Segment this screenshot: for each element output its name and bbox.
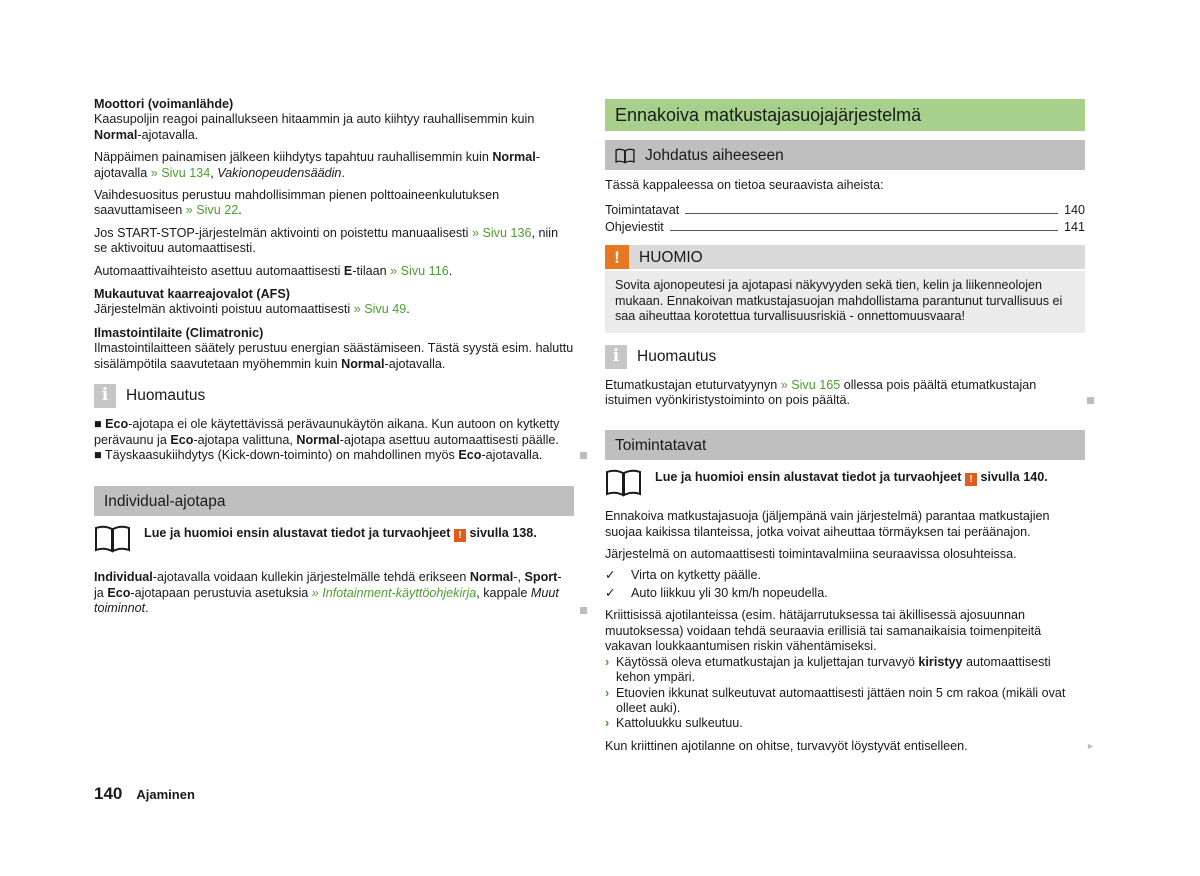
toimintatavat-paragraph-3: Kriittisissä ajotilanteissa (esim. hätäjarrutuksessa tai äkillisessä ajosuunnan muutoksessa) voidaan tehdä seuraavia erillisiä tai samanaikaisia toimenpiteitä vakavan loukkaantumisen riskin vähentämiseksi.: [605, 608, 1042, 654]
warning-title: HUOMIO: [639, 248, 703, 266]
toc-entry-ohjeviestit[interactable]: Ohjeviestit 141: [605, 220, 1085, 234]
list-item: ✓ Auto liikkuu yli 30 km/h nopeudella.: [605, 586, 828, 601]
paragraph-start-stop: Jos START-STOP-järjestelmän aktivointi on poistettu manuaalisesti » Sivu 136, niin se aktivoituu automaattisesti.: [94, 225, 559, 256]
list-item: › Kattoluukku sulkeutuu.: [605, 716, 743, 731]
warning-icon: !: [454, 529, 466, 542]
warning-heading: [605, 245, 1085, 269]
list-item: › Etuovien ikkunat sulkeutuvat automaattisesti jättäen noin 5 cm rakoa (mikäli ovat olleet auki).: [605, 685, 1066, 715]
intro-paragraph: Tässä kappaleessa on tietoa seuraavista aiheista:: [605, 178, 884, 192]
book-icon: [615, 148, 635, 164]
info-icon: i: [605, 345, 627, 369]
note-heading: [94, 384, 574, 408]
page-footer: [94, 786, 195, 802]
check-icon: ✓: [605, 567, 616, 582]
afs-block: Mukautuvat kaarreajovalot (AFS) Järjestelmän aktivointi poistuu automaattisesti » Sivu 49.: [94, 287, 410, 317]
end-marker: [580, 452, 587, 459]
note-title: Huomautus: [637, 347, 717, 365]
arrow-icon: ›: [605, 716, 610, 731]
link-page-116[interactable]: » Sivu 116: [390, 263, 449, 278]
afs-title: Mukautuvat kaarreajovalot (AFS): [94, 287, 290, 302]
individual-heading: Individual-ajotapa: [94, 486, 574, 516]
action-list: [605, 655, 1085, 732]
link-page-136[interactable]: » Sivu 136: [471, 225, 532, 240]
link-page-134[interactable]: » Sivu 134: [150, 165, 211, 180]
engine-title: Moottori (voimanlähde): [94, 97, 234, 111]
check-icon: ✓: [605, 586, 616, 601]
paragraph-gear-recommendation: Vaihdesuositus perustuu mahdollisimman pienen polttoaineenkulutuksen saavuttamiseen » Sivu 22.: [94, 188, 500, 218]
toimintatavat-paragraph-2: Järjestelmä on automaattisesti toimintavalmiina seuraavissa olosuhteissa.: [605, 547, 1017, 562]
safety-reference: Lue ja huomioi ensin alustavat tiedot ja turvaohjeet ! sivulla 140.: [605, 469, 1085, 497]
link-page-22[interactable]: » Sivu 22: [185, 203, 239, 218]
exclamation-icon: !: [605, 245, 629, 269]
info-icon: i: [94, 384, 116, 408]
end-marker: [580, 607, 587, 614]
toimintatavat-paragraph-1: Ennakoiva matkustajasuoja (jäljempänä vain järjestelmä) parantaa matkustajien suojaa kaikissa tilanteissa, jotka voivat aiheuttaa törmäyksen tai peräänajon.: [605, 509, 1050, 539]
warning-text: Sovita ajonopeutesi ja ajotapasi näkyvyyden sekä tien, kelin ja liikenneolojen mukaan. Ennakoivan matkustajasuojan mahdollistama parantunut turvallisuus ei saa aiheuttaa korotettua turvallisuusriskiä - onnettomuusvaara!: [605, 271, 1085, 332]
toimintatavat-heading: Toimintatavat: [605, 430, 1085, 460]
paragraph-acceleration: Näppäimen painamisen jälkeen kiihdytys tapahtuu rauhallisemmin kuin Normal-ajotavalla » Sivu 134, Vakionopeudensäädin.: [94, 150, 540, 180]
note-heading: [605, 345, 1085, 369]
link-page-49[interactable]: » Sivu 49: [353, 302, 407, 317]
continue-icon: ►: [1086, 740, 1095, 751]
engine-block: Moottori (voimanlähde) Kaasupoljin reagoi painallukseen hitaammin ja auto kiihtyy rauhallisemmin kuin Normal-ajotavalla.: [94, 97, 535, 142]
arrow-icon: ›: [605, 654, 610, 669]
note-paragraph: Etumatkustajan etuturvatyynyn » Sivu 165 ollessa pois päältä etumatkustajan istuimen vyönkiristystoiminto on pois päältä.: [605, 378, 1085, 409]
end-marker: [1087, 397, 1094, 404]
climatronic-block: Ilmastointilaite (Climatronic) Ilmastointilaitteen säätely perustuu energian säästämiseen. Tästä syystä esim. haluttu sisälämpötila saavutetaan myöhemmin kuin Normal-ajotavalla.: [94, 325, 574, 371]
arrow-icon: ›: [605, 685, 610, 700]
left-column: [94, 97, 574, 624]
note-item: ■ Eco-ajotapa ei ole käytettävissä perävaunukäytön aikana. Kun autoon on kytketty perävaunu ja Eco-ajotapa valittuna, Normal-ajotapa asettuu automaattisesti päälle.: [94, 417, 560, 447]
section-title: Ennakoiva matkustajasuojajärjestelmä: [605, 99, 1085, 131]
link-page-165[interactable]: » Sivu 165: [780, 377, 841, 392]
page-number: 140: [94, 784, 123, 803]
safety-reference: Lue ja huomioi ensin alustavat tiedot ja turvaohjeet ! sivulla 138.: [94, 525, 574, 553]
individual-paragraph: Individual-ajotavalla voidaan kullekin järjestelmälle tehdä erikseen Normal-, Sport- ja Eco-ajotapaan perustuvia asetuksia » Infotainment-käyttöohjekirja, kappale Muut toiminnot.: [94, 570, 574, 616]
warning-box: [605, 245, 1085, 332]
list-item: ✓ Virta on kytketty päälle.: [605, 567, 761, 582]
toimintatavat-paragraph-4: Kun kriittinen ajotilanne on ohitse, turvavyöt löystyvät entiselleen. ►: [605, 738, 1095, 753]
note-title: Huomautus: [126, 387, 206, 405]
note-body: [94, 417, 574, 463]
list-item: › Käytössä oleva etumatkustajan ja kuljettajan turvavyö kiristyy automaattisesti kehon ympäri.: [605, 654, 1051, 685]
toc-list: [605, 201, 1085, 235]
note-item: ■ Täyskaasukiihdytys (Kick-down-toiminto) on mahdollinen myös Eco-ajotavalla.: [94, 447, 543, 462]
intro-heading: Johdatus aiheeseen: [605, 140, 1085, 170]
right-column: [605, 99, 1095, 761]
link-infotainment-manual[interactable]: » Infotainment-käyttöohjekirja: [311, 585, 477, 600]
toc-entry-toimintatavat[interactable]: Toimintatavat 140: [605, 203, 1085, 217]
footer-section: Ajaminen: [136, 787, 195, 802]
paragraph-automatic-gearbox: Automaattivaihteisto asettuu automaattisesti E-tilaan » Sivu 116.: [94, 263, 453, 278]
climatronic-title: Ilmastointilaite (Climatronic): [94, 325, 264, 340]
book-icon: [94, 525, 131, 553]
warning-icon: !: [965, 473, 977, 486]
book-icon: [605, 469, 642, 497]
condition-list: [605, 568, 1085, 602]
